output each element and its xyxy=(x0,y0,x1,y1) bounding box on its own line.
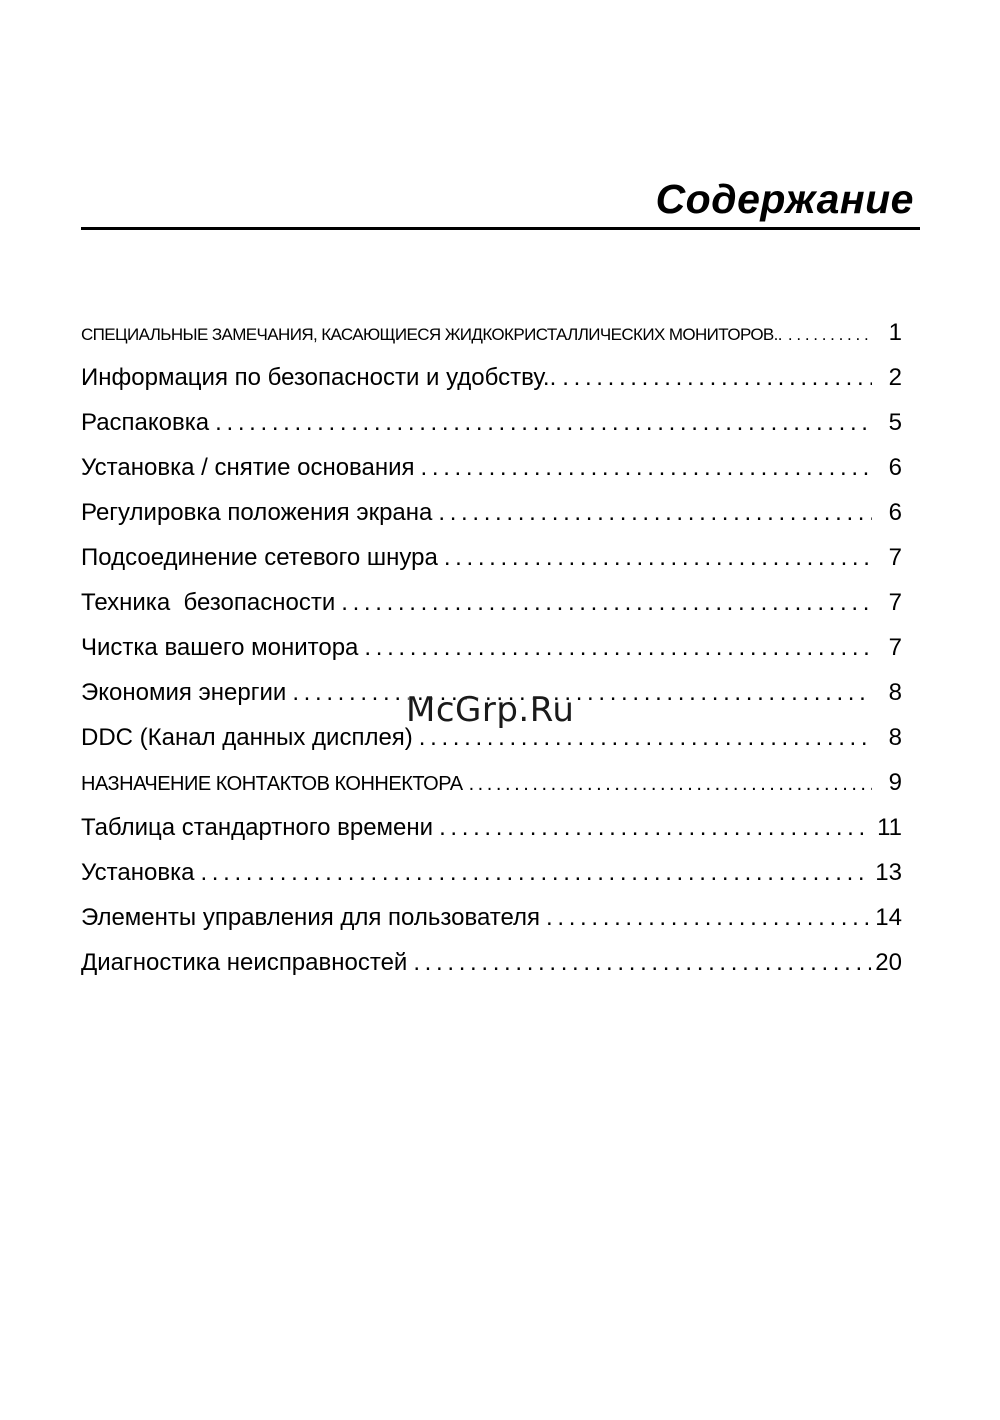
toc-entry[interactable] xyxy=(81,310,902,355)
toc-entry-page: 20 xyxy=(875,949,902,976)
toc-entry-label: Подсоединение сетевого шнура xyxy=(81,544,438,571)
toc-entry-label: Техника безопасности xyxy=(81,589,336,616)
toc-entry[interactable] xyxy=(81,580,902,625)
toc-entry-page: 6 xyxy=(888,499,902,526)
toc-dot-leader xyxy=(200,850,871,895)
toc-dot-leader xyxy=(546,895,871,940)
toc-entry[interactable] xyxy=(81,490,902,535)
toc-entry-label: Информация по безопасности и удобству.. xyxy=(81,364,557,391)
table-of-contents xyxy=(81,310,902,985)
toc-dot-leader xyxy=(438,490,872,535)
toc-entry[interactable] xyxy=(81,850,902,895)
toc-entry-label: Установка xyxy=(81,859,195,886)
toc-entry-page: 13 xyxy=(875,859,902,886)
toc-entry-page: 9 xyxy=(888,769,902,796)
toc-dot-leader xyxy=(292,670,872,715)
toc-entry-page: 11 xyxy=(877,814,902,841)
toc-entry-page: 5 xyxy=(888,409,902,436)
toc-entry[interactable] xyxy=(81,895,902,940)
toc-dot-leader xyxy=(444,535,872,580)
toc-entry-page: 6 xyxy=(888,454,902,481)
toc-dot-leader xyxy=(413,940,871,985)
toc-dot-leader xyxy=(364,625,872,670)
page-title: Содержание xyxy=(655,176,914,222)
toc-entry-label: Установка / снятие основания xyxy=(81,454,415,481)
toc-entry[interactable] xyxy=(81,940,902,985)
toc-entry-page: 7 xyxy=(888,634,902,661)
toc-dot-leader xyxy=(439,805,872,850)
toc-entry-label: Распаковка xyxy=(81,409,210,436)
toc-entry-page: 1 xyxy=(888,319,902,346)
toc-entry[interactable] xyxy=(81,535,902,580)
toc-dot-leader xyxy=(341,580,872,625)
toc-dot-leader xyxy=(421,445,872,490)
toc-entry[interactable] xyxy=(81,625,902,670)
toc-dot-leader xyxy=(215,400,872,445)
toc-entry-label: Диагностика неисправностей xyxy=(81,949,408,976)
toc-entry-label: СПЕЦИАЛЬНЫЕ ЗАМЕЧАНИЯ, КАСАЮЩИЕСЯ ЖИДКОКРИСТАЛЛИЧЕСКИХ МОНИТОРОВ.. xyxy=(81,325,782,344)
toc-entry-page: 7 xyxy=(888,544,902,571)
toc-dot-leader xyxy=(788,312,872,355)
toc-entry-page: 7 xyxy=(888,589,902,616)
toc-entry-page: 8 xyxy=(888,724,902,751)
toc-entry[interactable] xyxy=(81,400,902,445)
toc-dot-leader xyxy=(562,355,872,400)
toc-dot-leader xyxy=(469,762,872,805)
toc-entry-label: DDC (Канал данных дисплея) xyxy=(81,724,413,751)
toc-entry-label: Экономия энергии xyxy=(81,679,287,706)
toc-entry-label: НАЗНАЧЕНИЕ КОНТАКТОВ КОННЕКТОРА xyxy=(81,773,463,795)
toc-entry-label: Элементы управления для пользователя xyxy=(81,904,541,931)
toc-entry[interactable] xyxy=(81,445,902,490)
toc-entry-label: Таблица стандартного времени xyxy=(81,814,434,841)
toc-entry[interactable] xyxy=(81,760,902,805)
toc-entry[interactable] xyxy=(81,355,902,400)
title-rule xyxy=(81,227,920,230)
toc-entry-page: 14 xyxy=(875,904,902,931)
watermark: McGrp.Ru xyxy=(406,690,575,730)
toc-entry-label: Регулировка положения экрана xyxy=(81,499,433,526)
toc-entry-page: 8 xyxy=(888,679,902,706)
toc-entry-page: 2 xyxy=(888,364,902,391)
toc-entry-label: Чистка вашего монитора xyxy=(81,634,359,661)
toc-entry[interactable] xyxy=(81,805,902,850)
